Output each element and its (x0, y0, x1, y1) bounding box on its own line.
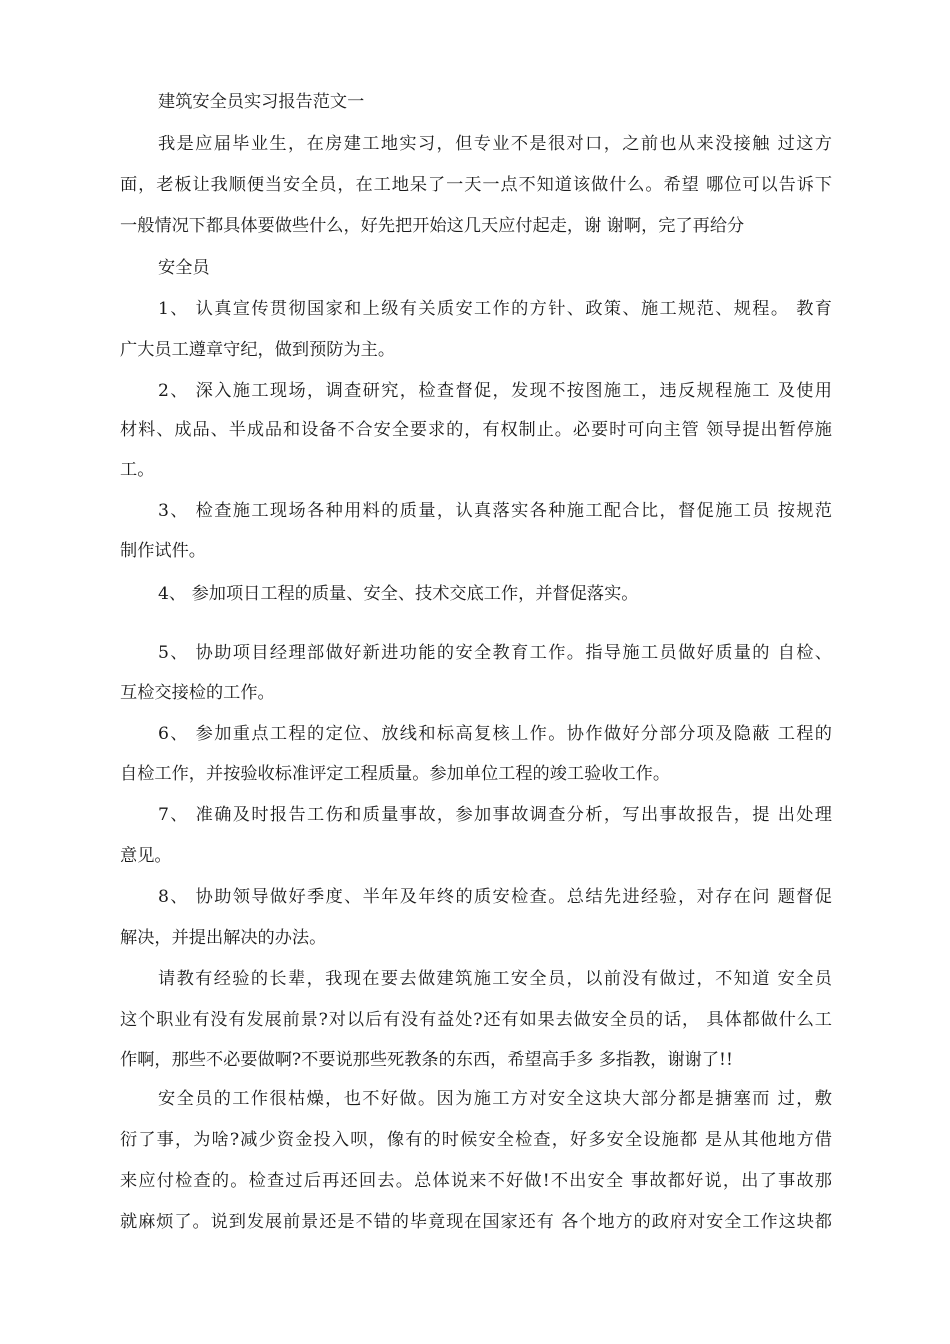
document-title: 建筑安全员实习报告范文一 (158, 92, 365, 112)
paragraph-line: 这个职业有没有发展前景?对以后有没有益处?还有如果去做安全员的话， 具体都做什么工 (120, 1010, 832, 1030)
list-item-line: 意见。 (120, 846, 172, 866)
list-item-line: 材料、成品、半成品和设备不合安全要求的，有权制止。必要时可向主管 领导提出暂停施 (120, 420, 832, 440)
list-item-line: 4、 参加项日工程的质量、安全、技术交底工作，并督促落实。 (158, 584, 639, 604)
list-item-line: 解决，并提出解决的办法。 (120, 928, 327, 948)
paragraph-line: 来应付检查的。检查过后再还回去。总体说来不好做!不出安全 事故都好说，出了事故那 (120, 1171, 832, 1191)
list-item-line: 制作试件。 (120, 541, 206, 561)
paragraph-line: 我是应届毕业生，在房建工地实习，但专业不是很对口，之前也从来没接触 过这方 (158, 134, 832, 154)
list-item-line: 3、 检查施工现场各种用料的质量，认真落实各种施工配合比，督促施工员 按规范 (158, 501, 832, 521)
paragraph-line: 面，老板让我顺便当安全员，在工地呆了一天一点不知道该做什么。希望 哪位可以告诉下 (120, 175, 832, 195)
paragraph-line: 一般情况下都具体要做些什么，好先把开始这几天应付起走，谢 谢啊，完了再给分 (120, 216, 745, 236)
list-item-line: 7、 准确及时报告工伤和质量事故，参加事故调查分析，写出事故报告，提 出处理 (158, 805, 832, 825)
paragraph-line: 就麻烦了。说到发展前景还是不错的毕竟现在国家还有 各个地方的政府对安全工作这块都 (120, 1212, 832, 1232)
list-item-line: 互检交接检的工作。 (120, 683, 275, 703)
list-item-line: 工。 (120, 460, 155, 480)
paragraph-line: 衍了事，为啥?减少资金投入呗，像有的时候安全检查，好多安全设施都 是从其他地方借 (120, 1130, 832, 1150)
paragraph-line: 请教有经验的长辈，我现在要去做建筑施工安全员，以前没有做过，不知道 安全员 (158, 969, 832, 989)
paragraph-line: 安全员的工作很枯燥，也不好做。因为施工方对安全这块大部分都是搪塞而 过，敷 (158, 1089, 832, 1109)
list-item-line: 自检工作，并按验收标准评定工程质量。参加单位工程的竣工验收工作。 (120, 764, 671, 784)
list-item-line: 5、 协助项目经理部做好新进功能的安全教育工作。指导施工员做好质量的 自检、 (158, 643, 832, 663)
list-item-line: 6、 参加重点工程的定位、放线和标高复核丄作。协作做好分部分项及隐蔽 工程的 (158, 724, 832, 744)
section-heading: 安全员 (158, 258, 210, 278)
list-item-line: 2、 深入施工现场，调查研究，检查督促，发现不按图施工，违反规程施工 及使用 (158, 381, 832, 401)
list-item-line: 1、 认真宣传贯彻国家和上级有关质安工作的方针、政策、施工规范、规程。 教育 (158, 299, 832, 319)
list-item-line: 8、 协助领导做好季度、半年及年终的质安检查。总结先进经验，对存在问 题督促 (158, 887, 832, 907)
paragraph-line: 作啊，那些不必要做啊?不要说那些死教条的东西，希望高手多 多指教，谢谢了!! (120, 1050, 733, 1070)
list-item-line: 广大员工遵章守纪，做到预防为主。 (120, 340, 396, 360)
